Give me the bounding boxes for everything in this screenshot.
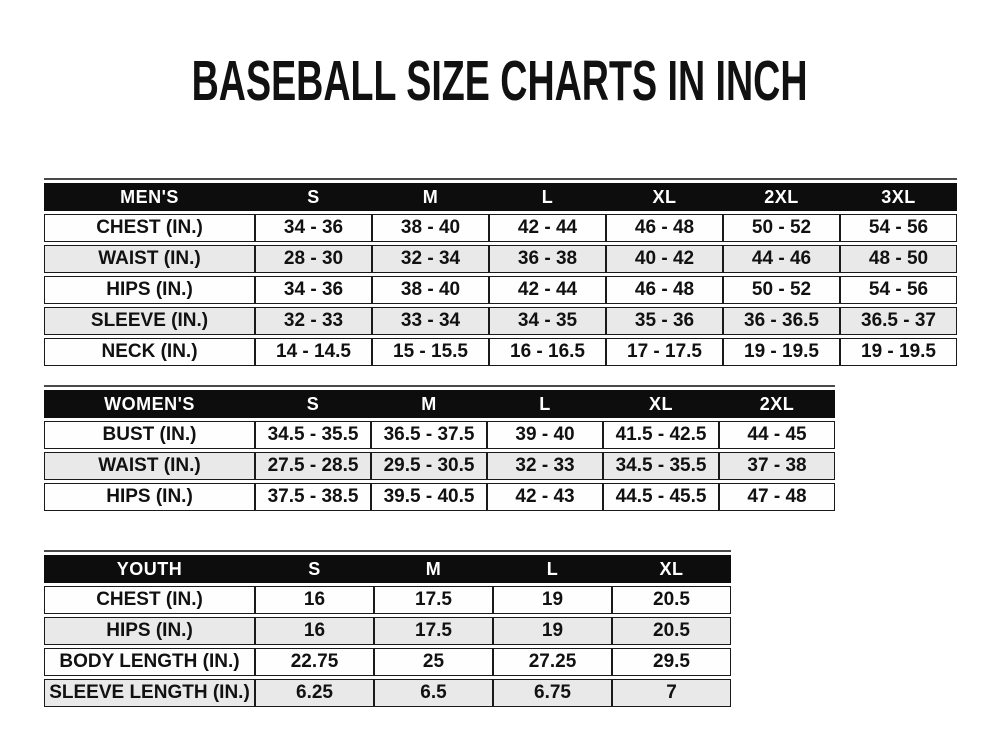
table-row-neck [44, 338, 957, 366]
column-header-l: L [489, 183, 606, 211]
column-header-youth: YOUTH [44, 555, 255, 583]
table-row-bust [44, 421, 835, 449]
column-header-2xl: 2XL [723, 183, 840, 211]
column-header-s: S [255, 555, 374, 583]
size-value: 20.5 [612, 586, 731, 614]
row-label: HIPS (IN.) [44, 617, 255, 645]
size-value: 32 - 33 [255, 307, 372, 335]
size-value: 28 - 30 [255, 245, 372, 273]
size-value: 6.75 [493, 679, 612, 707]
size-value: 38 - 40 [372, 214, 489, 242]
size-value: 42 - 43 [487, 483, 603, 511]
size-value: 29.5 - 30.5 [371, 452, 487, 480]
page-title-text: BASEBALL SIZE CHARTS IN INCH [192, 49, 808, 113]
table-row-waist [44, 452, 835, 480]
size-value: 34 - 36 [255, 214, 372, 242]
size-value: 17.5 [374, 586, 493, 614]
column-header-s: S [255, 390, 371, 418]
row-label: BODY LENGTH (IN.) [44, 648, 255, 676]
size-value: 42 - 44 [489, 276, 606, 304]
size-value: 34 - 36 [255, 276, 372, 304]
table-row-hips [44, 617, 731, 645]
column-header-mens: MEN'S [44, 183, 255, 211]
column-header-xl: XL [612, 555, 731, 583]
mens-size-table [44, 180, 957, 369]
row-label: CHEST (IN.) [44, 586, 255, 614]
size-value: 36.5 - 37.5 [371, 421, 487, 449]
size-value: 29.5 [612, 648, 731, 676]
size-value: 15 - 15.5 [372, 338, 489, 366]
column-header-3xl: 3XL [840, 183, 957, 211]
table-row-chest [44, 586, 731, 614]
column-header-l: L [493, 555, 612, 583]
size-value: 16 - 16.5 [489, 338, 606, 366]
size-value: 7 [612, 679, 731, 707]
size-value: 19 - 19.5 [840, 338, 957, 366]
size-value: 17.5 [374, 617, 493, 645]
row-label: HIPS (IN.) [44, 483, 255, 511]
row-label: CHEST (IN.) [44, 214, 255, 242]
size-value: 54 - 56 [840, 276, 957, 304]
size-value: 50 - 52 [723, 214, 840, 242]
column-header-m: M [371, 390, 487, 418]
womens-size-table-section [44, 385, 835, 514]
column-header-l: L [487, 390, 603, 418]
size-value: 44 - 46 [723, 245, 840, 273]
size-value: 19 [493, 617, 612, 645]
size-value: 32 - 34 [372, 245, 489, 273]
size-value: 47 - 48 [719, 483, 835, 511]
size-value: 6.25 [255, 679, 374, 707]
size-value: 19 [493, 586, 612, 614]
row-label: NECK (IN.) [44, 338, 255, 366]
size-value: 54 - 56 [840, 214, 957, 242]
row-label: HIPS (IN.) [44, 276, 255, 304]
size-value: 25 [374, 648, 493, 676]
size-value: 44.5 - 45.5 [603, 483, 719, 511]
table-row-sleeve [44, 307, 957, 335]
size-value: 41.5 - 42.5 [603, 421, 719, 449]
size-value: 27.5 - 28.5 [255, 452, 371, 480]
size-value: 36.5 - 37 [840, 307, 957, 335]
size-value: 22.75 [255, 648, 374, 676]
size-value: 33 - 34 [372, 307, 489, 335]
table-header-row [44, 183, 957, 211]
row-label: WAIST (IN.) [44, 452, 255, 480]
size-value: 39.5 - 40.5 [371, 483, 487, 511]
womens-size-table [44, 387, 835, 514]
column-header-xl: XL [603, 390, 719, 418]
row-label: BUST (IN.) [44, 421, 255, 449]
size-value: 16 [255, 617, 374, 645]
size-value: 6.5 [374, 679, 493, 707]
size-value: 42 - 44 [489, 214, 606, 242]
table-header-row [44, 390, 835, 418]
table-row-chest [44, 214, 957, 242]
page-title [0, 50, 1000, 112]
column-header-2xl: 2XL [719, 390, 835, 418]
size-value: 36 - 36.5 [723, 307, 840, 335]
size-value: 34 - 35 [489, 307, 606, 335]
size-value: 27.25 [493, 648, 612, 676]
size-value: 48 - 50 [840, 245, 957, 273]
size-value: 35 - 36 [606, 307, 723, 335]
row-label: WAIST (IN.) [44, 245, 255, 273]
size-value: 34.5 - 35.5 [603, 452, 719, 480]
table-row-hips [44, 276, 957, 304]
size-value: 17 - 17.5 [606, 338, 723, 366]
size-value: 36 - 38 [489, 245, 606, 273]
table-header-row [44, 555, 731, 583]
youth-size-table [44, 552, 731, 710]
column-header-xl: XL [606, 183, 723, 211]
size-value: 39 - 40 [487, 421, 603, 449]
column-header-m: M [374, 555, 493, 583]
column-header-m: M [372, 183, 489, 211]
mens-size-table-section [44, 178, 957, 369]
table-row-body-length [44, 648, 731, 676]
size-value: 46 - 48 [606, 276, 723, 304]
size-value: 40 - 42 [606, 245, 723, 273]
size-value: 19 - 19.5 [723, 338, 840, 366]
size-value: 44 - 45 [719, 421, 835, 449]
youth-size-table-section [44, 550, 731, 710]
size-value: 50 - 52 [723, 276, 840, 304]
size-value: 32 - 33 [487, 452, 603, 480]
column-header-s: S [255, 183, 372, 211]
table-row-hips [44, 483, 835, 511]
size-value: 37 - 38 [719, 452, 835, 480]
size-value: 46 - 48 [606, 214, 723, 242]
row-label: SLEEVE LENGTH (IN.) [44, 679, 255, 707]
size-value: 37.5 - 38.5 [255, 483, 371, 511]
column-header-womens: WOMEN'S [44, 390, 255, 418]
size-value: 16 [255, 586, 374, 614]
size-value: 14 - 14.5 [255, 338, 372, 366]
row-label: SLEEVE (IN.) [44, 307, 255, 335]
size-value: 34.5 - 35.5 [255, 421, 371, 449]
table-row-sleeve-length [44, 679, 731, 707]
size-value: 20.5 [612, 617, 731, 645]
size-value: 38 - 40 [372, 276, 489, 304]
table-row-waist [44, 245, 957, 273]
